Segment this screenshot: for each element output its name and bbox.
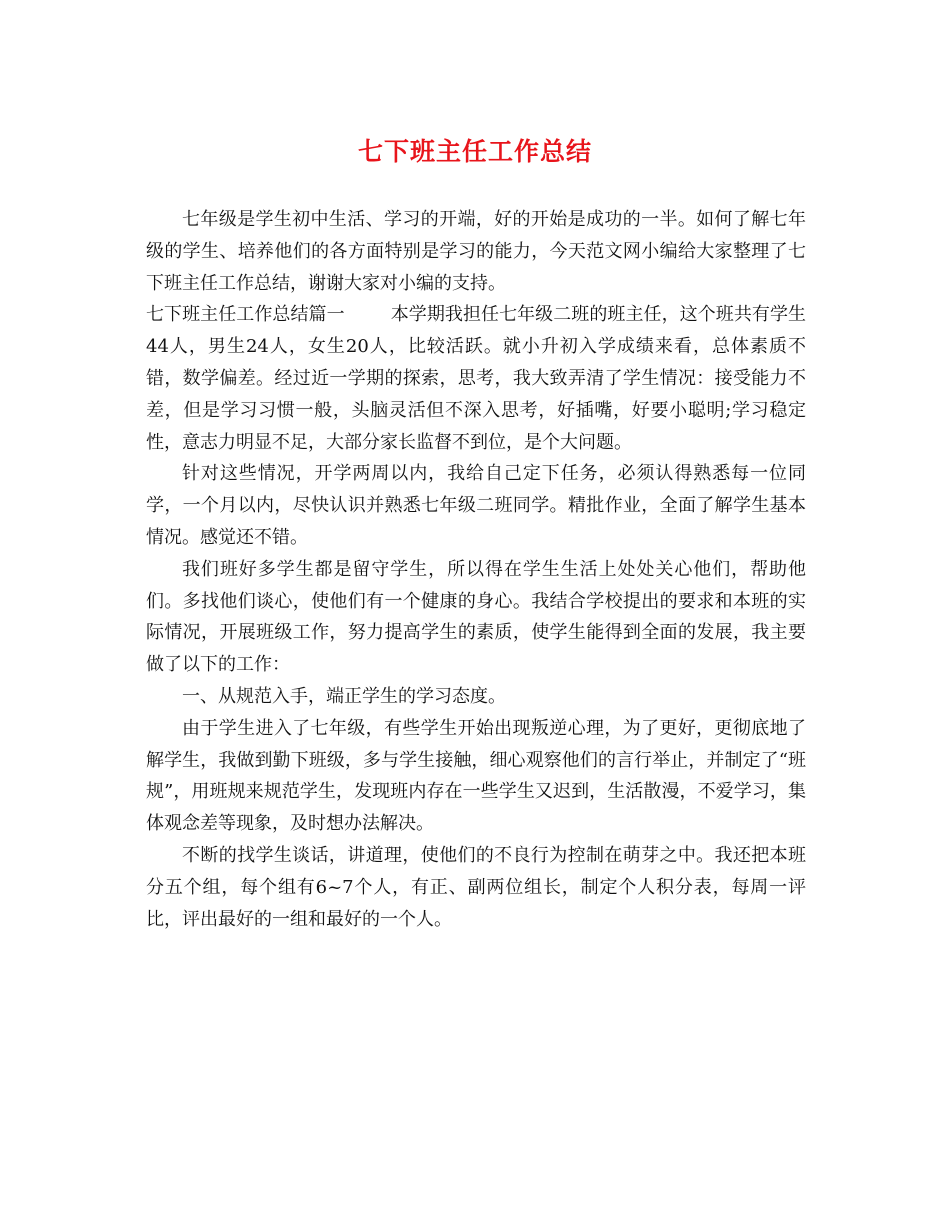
body-paragraph-2: 我们班好多学生都是留守学生，所以得在学生生活上处处关心他们，帮助他们。多找他们谈心，使他们有一个健康的身心。我结合学校提出的要求和本班的实际情况，开展班级工作，努力提高学生的素质，使学生能得到全面的发展，我主要做了以下的工作： <box>146 558 806 676</box>
heading-paragraph: 一、从规范入手，端正学生的学习态度。 <box>182 685 506 707</box>
body-paragraph-4: 不断的找学生谈话，讲道理，使他们的不良行为控制在萌芽之中。我还把本班分五个组，每个组有6~7个人，有正、副两位组长，制定个人积分表，每周一评比，评出最好的一组和最好的一个人。 <box>146 844 806 930</box>
document-title: 七下班主任工作总结 <box>357 137 592 166</box>
section-label: 七下班主任工作总结篇一 <box>146 304 345 326</box>
intro-paragraph: 七年级是学生初中生活、学习的开端，好的开始是成功的一半。如何了解七年级的学生、培养他们的各方面特别是学习的能力，今天范文网小编给大家整理了七下班主任工作总结，谢谢大家对小编的支持。 <box>146 209 806 294</box>
body-paragraph-3: 由于学生进入了七年级，有些学生开始出现叛逆心理，为了更好，更彻底地了解学生，我做到勤下班级，多与学生接触，细心观察他们的言行举止，并制定了“班规”，用班规来规范学生，发现班内存在一些学生又迟到，生活散漫，不爱学习，集体观念差等现象，及时想办法解决。 <box>146 717 806 835</box>
body-paragraph-1: 针对这些情况，开学两周以内，我给自己定下任务，必须认得熟悉每一位同学，一个月以内，尽快认识并熟悉七年级二班同学。精批作业，全面了解学生基本情况。感觉还不错。 <box>146 463 806 548</box>
document-body <box>146 204 806 935</box>
section-one-paragraph <box>146 299 806 458</box>
section-one-text: 本学期我担任七年级二班的班主任，这个班共有学生44人，男生24人，女生20人，比较活跃。就小升初入学成绩来看，总体素质不错，数学偏差。经过近一学期的探索，思考，我大致弄清了学生情况：接受能力不差，但是学习习惯一般，头脑灵活但不深入思考，好插嘴，好要小聪明;学习稳定性，意志力明显不足，大部分家长监督不到位，是个大问题。 <box>146 304 807 453</box>
